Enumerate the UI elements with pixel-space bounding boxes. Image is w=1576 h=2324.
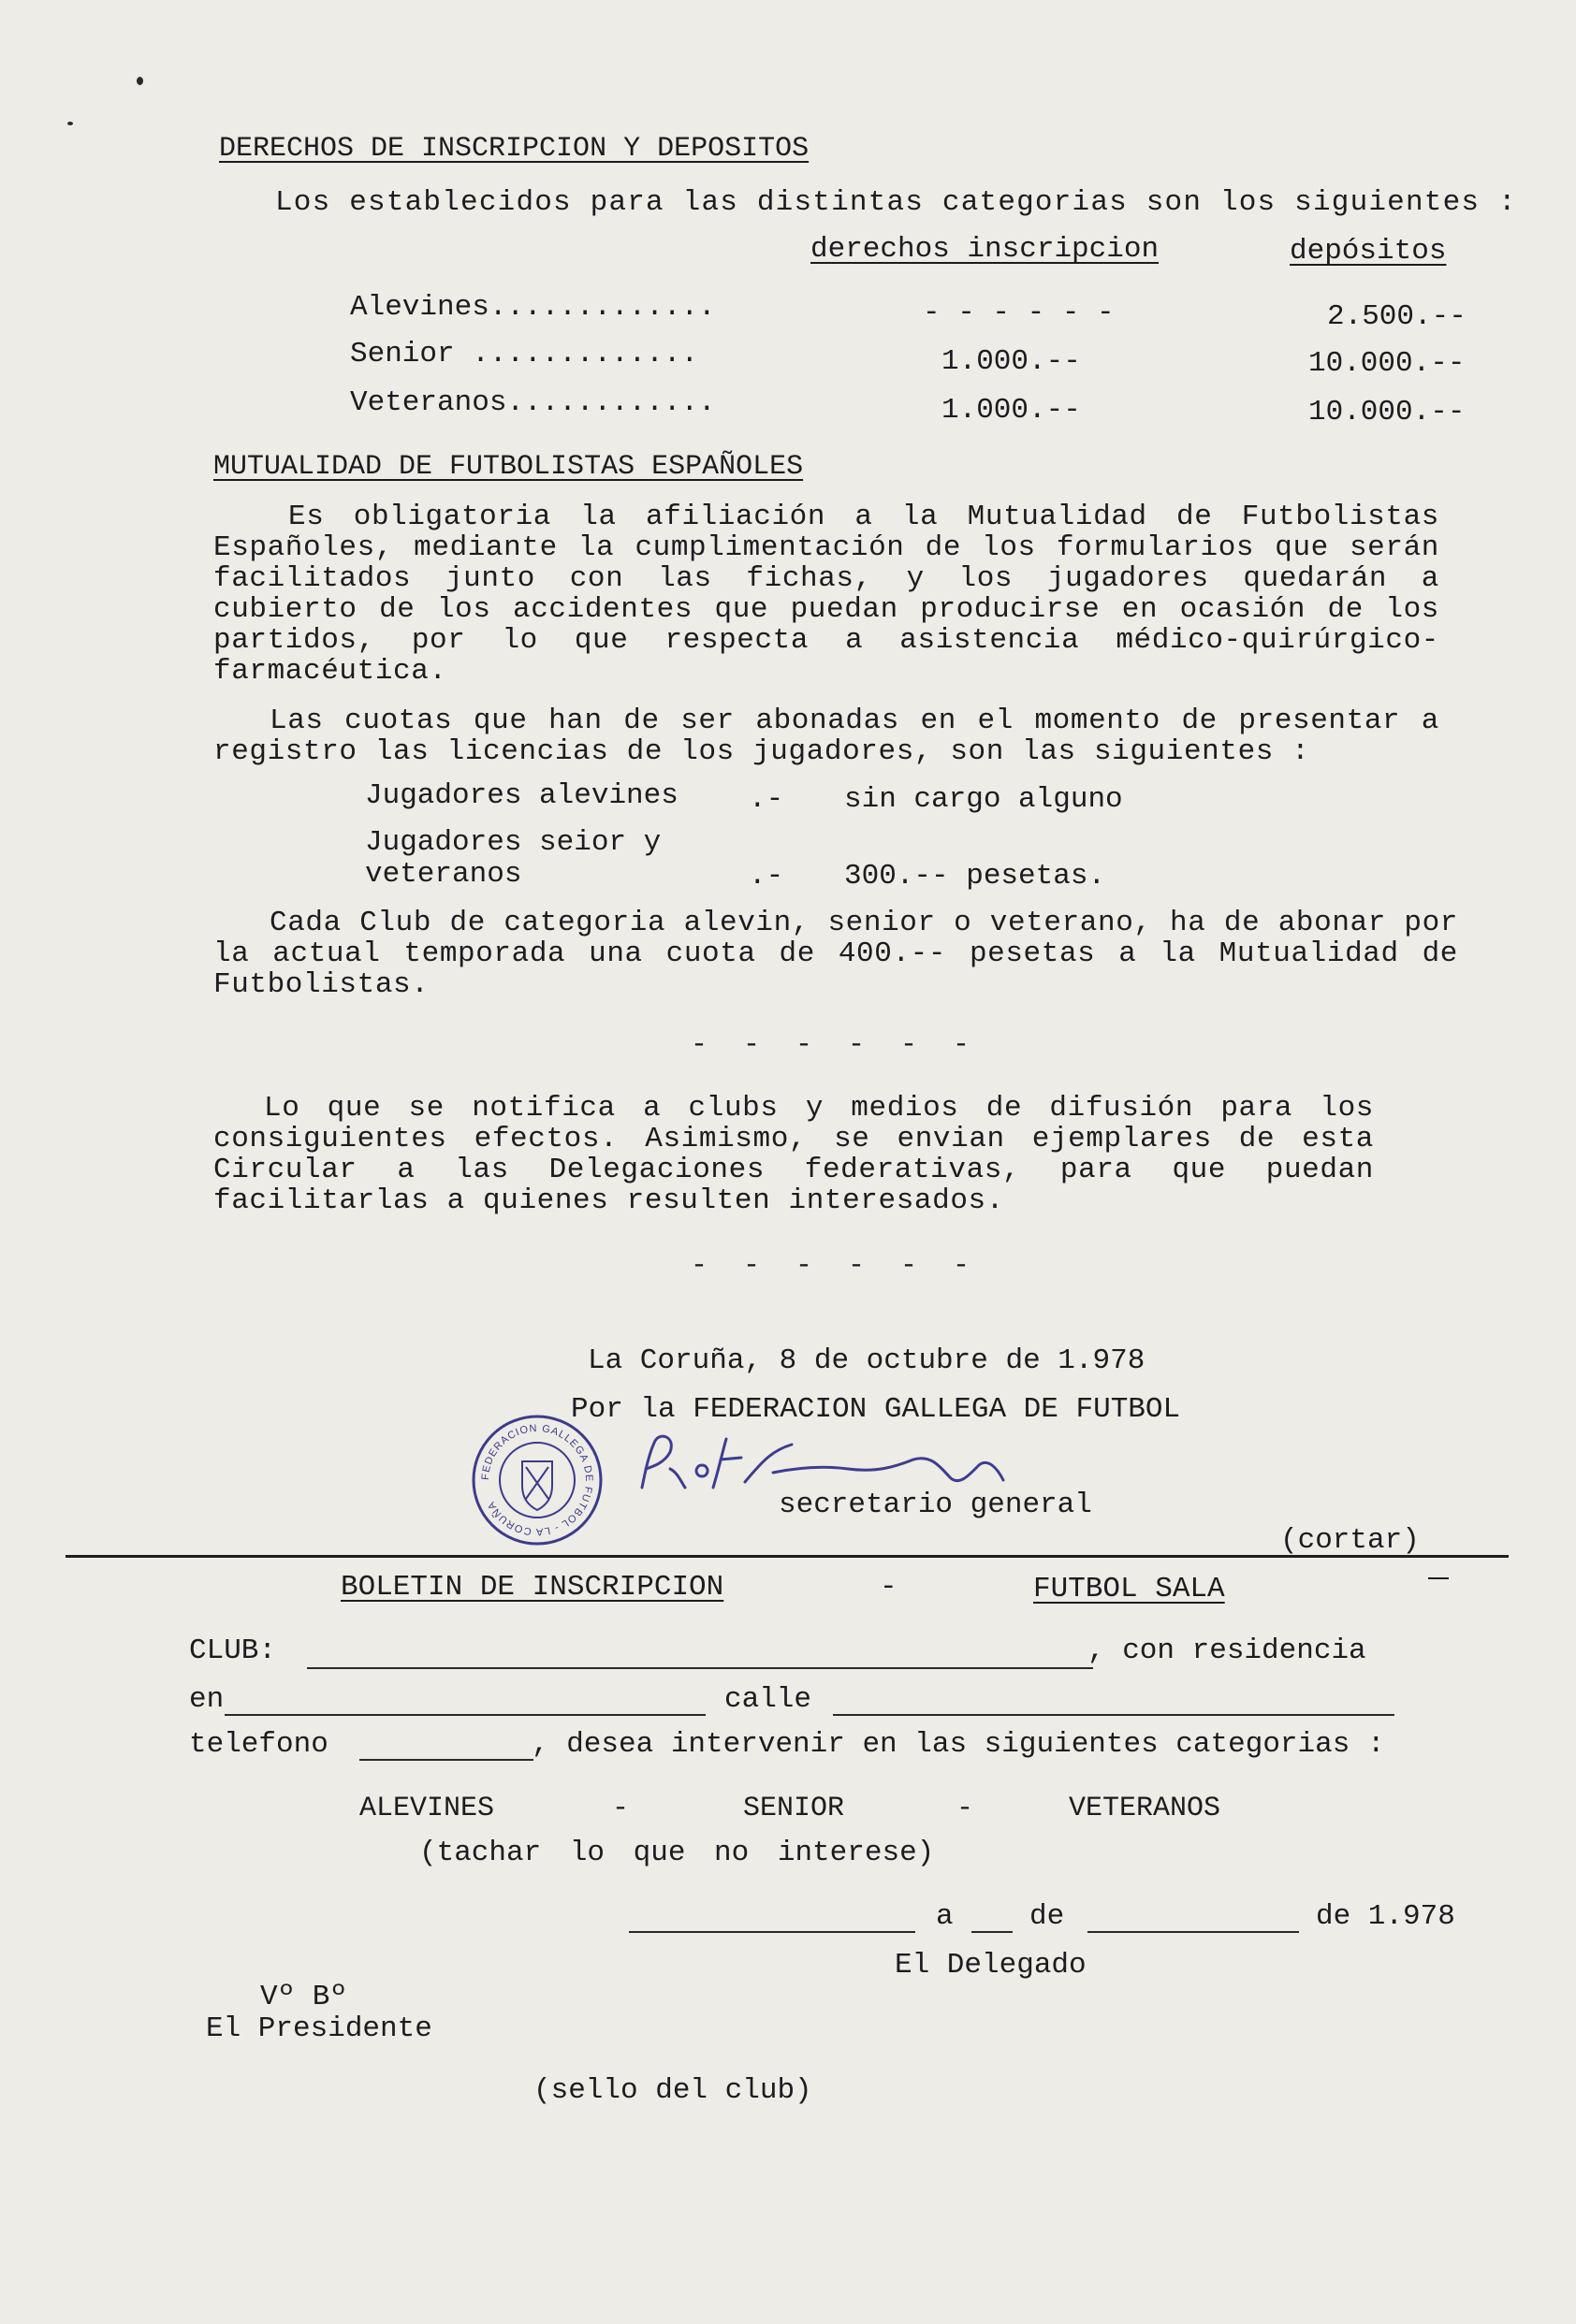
fee-row-deposito: 2.500.-- <box>1327 300 1467 333</box>
date-place-field[interactable] <box>629 1931 915 1933</box>
notice-paragraph: Lo que se notifica a clubs y medios de difusión para los consiguientes efectos. Asimismo, se envian ejemplares de esta Circular a las Delegaciones federativas, para que puedan facilitarlas a quienes resulten interesados. <box>213 1092 1374 1217</box>
desea-label: , desea intervenir en las siguientes categorias : <box>532 1728 1385 1761</box>
club-label: CLUB: <box>189 1634 277 1667</box>
derechos-intro: Los establecidos para las distintas categorias son los siguientes : <box>275 186 1517 219</box>
place-date: La Coruña, 8 de octubre de 1.978 <box>588 1344 1146 1377</box>
category-senior[interactable]: SENIOR <box>743 1793 845 1824</box>
category-separator: - <box>612 1793 630 1824</box>
fee-row-inscripcion: - - - - - - <box>923 297 1115 329</box>
fee-row-deposito: 10.000.-- <box>1308 396 1466 428</box>
fee2-value: 300.-- pesetas. <box>844 860 1106 893</box>
fee2-label: veteranos <box>365 858 522 891</box>
date-a-label: a <box>936 1900 954 1933</box>
federation-line: Por la FEDERACION GALLEGA DE FUTBOL <box>571 1393 1181 1426</box>
date-year-label: de 1.978 <box>1316 1900 1455 1933</box>
en-label: en <box>189 1683 225 1716</box>
cut-line <box>1428 1577 1449 1579</box>
calle-label: calle <box>724 1683 812 1716</box>
fee-row-deposito: 10.000.-- <box>1308 347 1466 380</box>
signatory-role: secretario general <box>779 1489 1092 1521</box>
fee-row-category: Senior ............. <box>350 338 699 370</box>
fee-row-category: Alevines............. <box>350 291 716 324</box>
residencia-label: , con residencia <box>1087 1634 1366 1667</box>
mutualidad-paragraph-2: Las cuotas que han de ser abonadas en el momento de presentar a registro las licencias de los jugadores, son las siguientes : <box>213 704 1439 768</box>
town-field[interactable] <box>225 1714 706 1716</box>
boletin-title-separator: - <box>880 1571 897 1604</box>
fee1-separator: .- <box>749 783 784 816</box>
cut-label: (cortar) <box>1280 1524 1420 1557</box>
presidente-label: El Presidente <box>206 2012 432 2045</box>
club-field[interactable] <box>307 1667 1093 1669</box>
date-de-label: de <box>1029 1900 1065 1933</box>
sello-label: (sello del club) <box>533 2074 812 2107</box>
boletin-title: BOLETIN DE INSCRIPCION <box>341 1571 724 1604</box>
mutualidad-heading: MUTUALIDAD DE FUTBOLISTAS ESPAÑOLES <box>213 451 804 483</box>
category-veteranos[interactable]: VETERANOS <box>1069 1793 1221 1824</box>
col-inscripcion-header: derechos inscripcion <box>810 233 1160 266</box>
tachar-note: (tachar lo que no interese) <box>419 1837 935 1869</box>
federation-stamp <box>470 1413 605 1547</box>
category-alevines[interactable]: ALEVINES <box>359 1793 495 1824</box>
fee2-separator: .- <box>749 860 784 893</box>
visto-bueno-label: Vº Bº <box>260 1981 348 2013</box>
street-field[interactable] <box>833 1714 1394 1716</box>
delegado-label: El Delegado <box>895 1949 1087 1982</box>
stamp-text: FEDERACION GALLEGA DE FUTBOL - LA CORUÑA <box>479 1422 595 1538</box>
mutualidad-paragraph-1: Es obligatoria la afiliación a la Mutualidad de Futbolistas Españoles, mediante la cumplimentación de los formularios que serán facilitados junto con las fichas, y los jugadores quedarán a cubierto de los accidentes que puedan producirse en ocasión de los partidos, por lo que respecta a asistencia médico-quirúrgico-farmacéutica. <box>213 501 1439 688</box>
category-separator: - <box>956 1793 974 1824</box>
svg-text:FEDERACION GALLEGA DE FUTBOL - <box>480 1423 594 1537</box>
fee-row-category: Veteranos............ <box>350 386 716 419</box>
section-separator: - - - - - - <box>691 1250 980 1282</box>
col-depositos-header: depósitos <box>1290 235 1447 268</box>
fee1-label: Jugadores alevines <box>365 779 679 812</box>
date-month-field[interactable] <box>1087 1931 1299 1933</box>
mutualidad-paragraph-3: Cada Club de categoria alevin, senior o veterano, ha de abonar por la actual temporada una cuota de 400.-- pesetas a la Mutualidad de Futbolistas. <box>213 907 1458 1001</box>
fee2-label: Jugadores seior y <box>365 826 662 859</box>
paper-speck <box>67 122 73 125</box>
derechos-heading: DERECHOS DE INSCRIPCION Y DEPOSITOS <box>219 133 810 165</box>
section-separator: - - - - - - <box>691 1029 980 1061</box>
telefono-field[interactable] <box>359 1759 533 1761</box>
fee1-value: sin cargo alguno <box>844 783 1123 816</box>
telefono-label: telefono <box>189 1728 328 1761</box>
fee-row-inscripcion: 1.000.-- <box>941 345 1081 378</box>
date-day-field[interactable] <box>971 1931 1013 1933</box>
boletin-subtitle: FUTBOL SALA <box>1033 1573 1225 1605</box>
fee-row-inscripcion: 1.000.-- <box>941 394 1081 427</box>
paper-speck <box>137 77 143 85</box>
